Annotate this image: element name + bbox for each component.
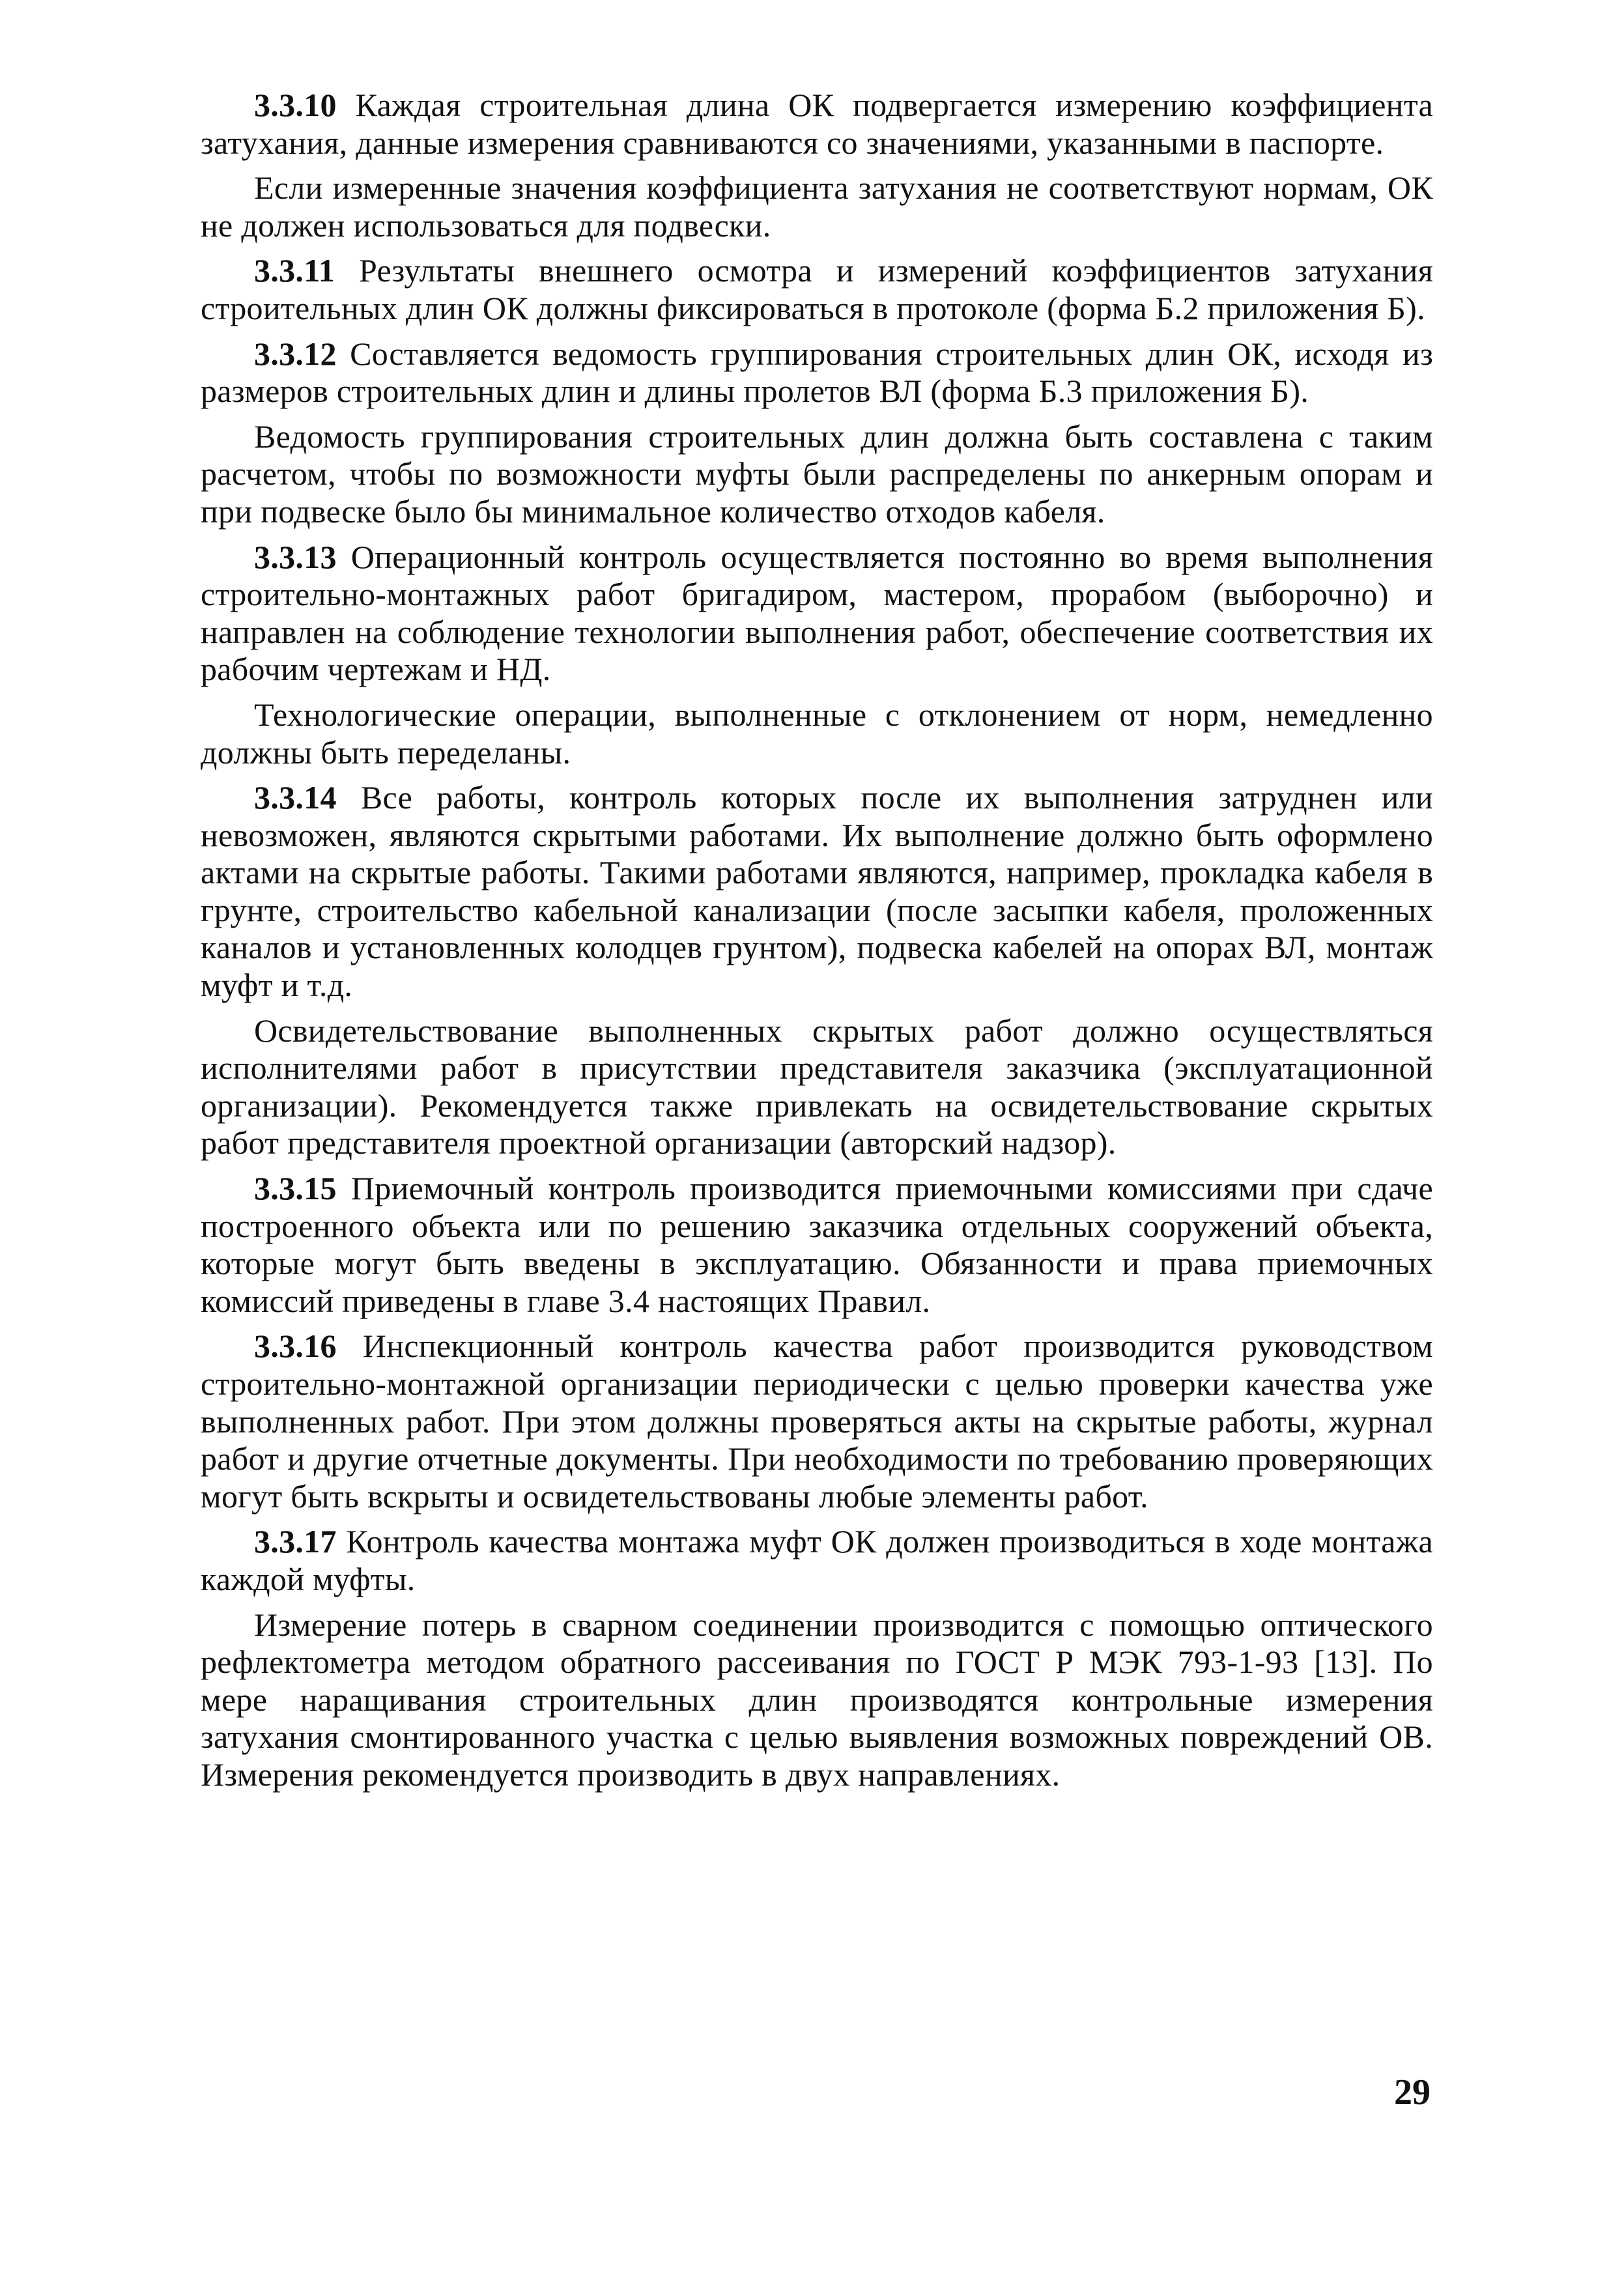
paragraph-3-3-12 (201, 335, 1433, 410)
paragraph (201, 169, 1433, 244)
paragraph-text: Контроль качества монтажа муфт ОК должен производиться в ходе монтажа каждой муфты. (201, 1523, 1433, 1597)
paragraph-text: Освидетельствование выполненных скрытых работ должно осуществляться исполнителями работ в присутствии представителя заказчика (эксплуатационной организации). Рекомендуется также привлекать на освидетельствование скрытых работ представителя проектной организации (авторский надзор). (201, 1012, 1433, 1161)
clause-number: 3.3.17 (254, 1523, 337, 1560)
paragraph (201, 696, 1433, 771)
paragraph-text: Составляется ведомость группирования строительных длин ОК, исходя из размеров строительных длин и длины пролетов ВЛ (форма Б.3 приложения Б). (201, 335, 1433, 410)
paragraph-text: Операционный контроль осуществляется постоянно во время выполнения строительно-монтажных работ бригадиром, мастером, прорабом (выборочно) и направлен на соблюдение технологии выполнения работ, обеспечение соответствия их рабочим чертежам и НД. (201, 538, 1433, 688)
paragraph-text: Измерение потерь в сварном соединении производится с помощью оптического рефлектометра методом обратного рассеивания по ГОСТ Р МЭК 793-1-93 [13]. По мере наращивания строительных длин производятся контрольные измерения затухания смонтированного участка с целью выявления возможных повреждений ОВ. Измерения рекомендуется производить в двух направлениях. (201, 1606, 1433, 1793)
paragraph (201, 1606, 1433, 1794)
paragraph-3-3-10 (201, 87, 1433, 162)
paragraph (201, 418, 1433, 531)
clause-number: 3.3.14 (254, 779, 337, 816)
paragraph-3-3-16 (201, 1328, 1433, 1515)
clause-number: 3.3.15 (254, 1170, 337, 1207)
paragraph-3-3-13 (201, 539, 1433, 689)
paragraph-3-3-14 (201, 779, 1433, 1005)
paragraph-text: Приемочный контроль производится приемочными комиссиями при сдаче построенного объекта или по решению заказчика отдельных сооружений объекта, которые могут быть введены в эксплуатацию. Обязанности и права приемочных комиссий приведены в главе 3.4 настоящих Правил. (201, 1170, 1433, 1319)
clause-number: 3.3.16 (254, 1328, 337, 1365)
clause-number: 3.3.11 (254, 252, 335, 289)
clause-number: 3.3.10 (254, 87, 337, 123)
paragraph-3-3-15 (201, 1170, 1433, 1320)
paragraph-3-3-11 (201, 252, 1433, 327)
paragraph-3-3-17 (201, 1523, 1433, 1598)
paragraph-text: Все работы, контроль которых после их выполнения затруднен или невозможен, являются скрытыми работами. Их выполнение должно быть оформлено актами на скрытые работы. Такими работами являются, например, прокладка кабеля в грунте, строительство кабельной канализации (после засыпки кабеля, проложенных каналов и установленных колодцев грунтом), подвеска кабелей на опорах ВЛ, монтаж муфт и т.д. (201, 779, 1433, 1004)
paragraph-text: Если измеренные значения коэффициента затухания не соответствуют нормам, ОК не должен использоваться для подвески. (201, 169, 1433, 244)
page-number: 29 (1394, 2072, 1431, 2113)
paragraph (201, 1012, 1433, 1162)
paragraph-text: Результаты внешнего осмотра и измерений коэффициентов затухания строительных длин ОК должны фиксироваться в протоколе (форма Б.2 приложения Б). (201, 252, 1433, 326)
document-body (201, 87, 1433, 1802)
clause-number: 3.3.13 (254, 538, 337, 575)
paragraph-text: Каждая строительная длина ОК подвергается измерению коэффициента затухания, данные измерения сравниваются со значениями, указанными в паспорте. (201, 87, 1433, 161)
paragraph-text: Ведомость группирования строительных длин должна быть составлена с таким расчетом, чтобы по возможности муфты были распределены по анкерным опорам и при подвеске было бы минимальное количество отходов кабеля. (201, 418, 1433, 530)
paragraph-text: Технологические операции, выполненные с отклонением от норм, немедленно должны быть переделаны. (201, 696, 1433, 771)
paragraph-text: Инспекционный контроль качества работ производится руководством строительно-монтажной организации периодически с целью проверки качества уже выполненных работ. При этом должны проверяться акты на скрытые работы, журнал работ и другие отчетные документы. При необходимости по требованию проверяющих могут быть вскрыты и освидетельствованы любые элементы работ. (201, 1328, 1433, 1515)
clause-number: 3.3.12 (254, 335, 337, 372)
